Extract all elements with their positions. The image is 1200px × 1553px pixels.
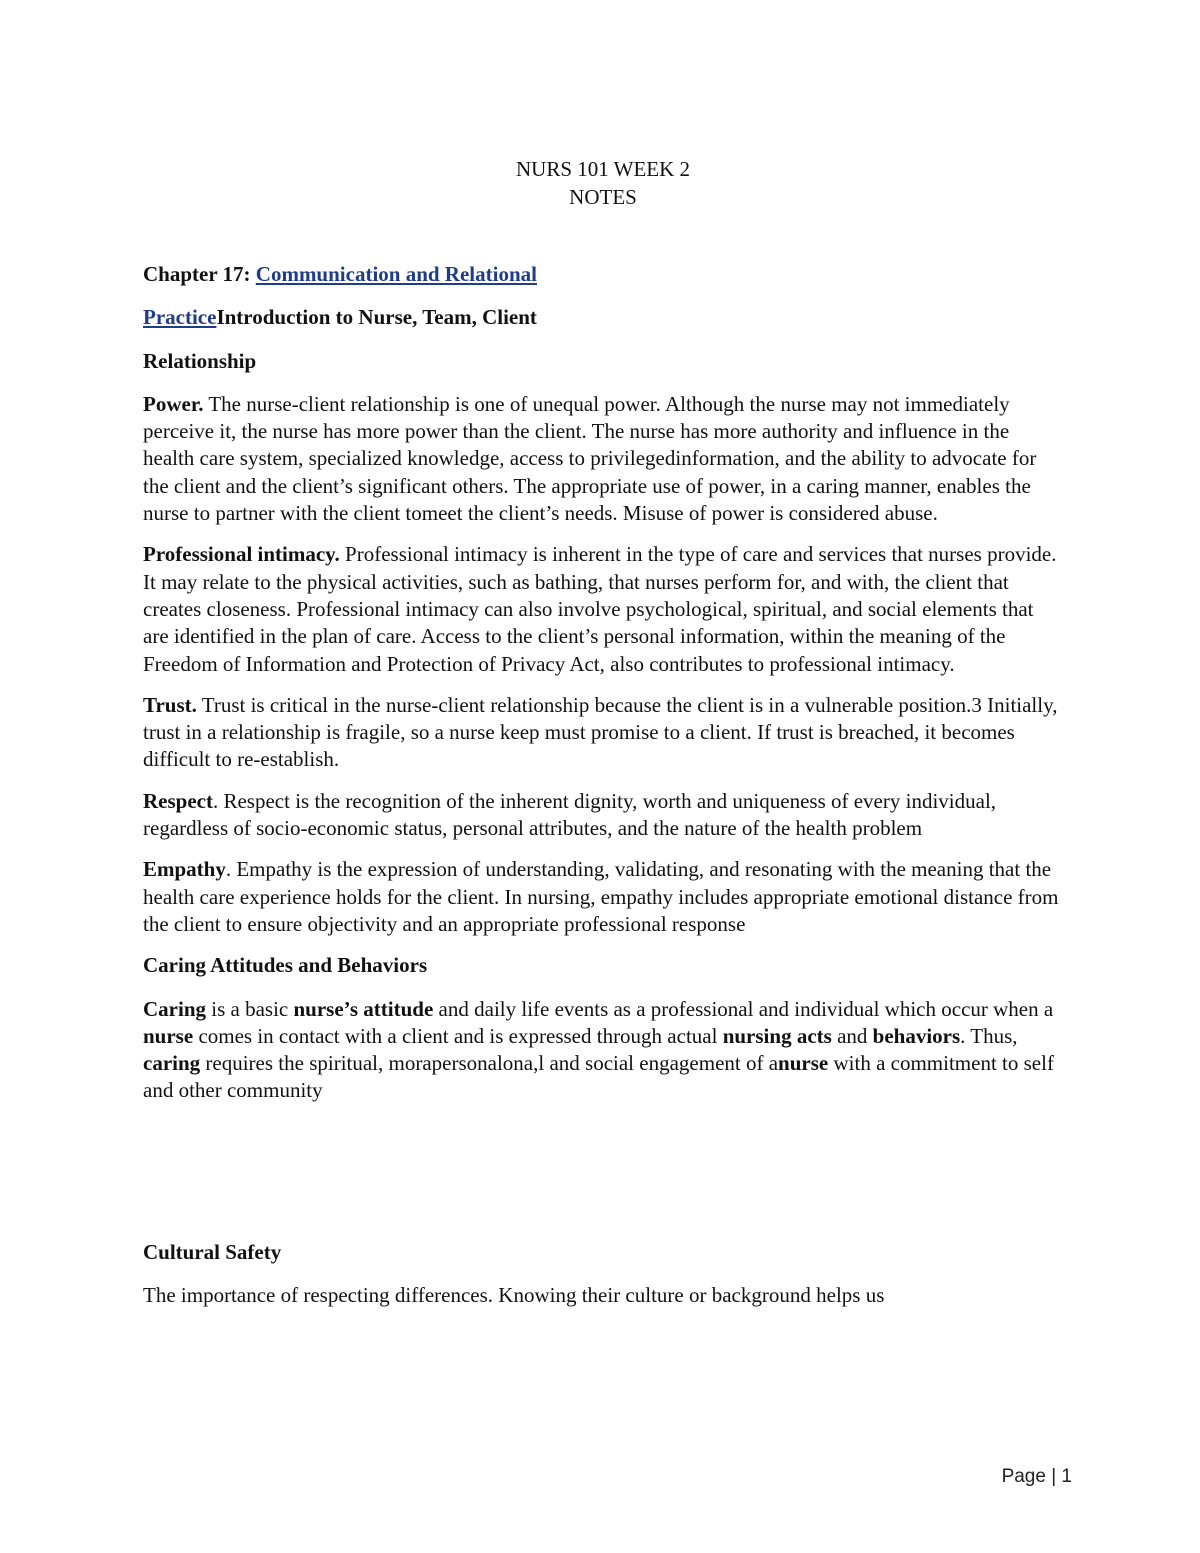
caring-text-2: and daily life events as a professional and individual which occur when a [433,996,1054,1021]
caring-text-1: is a basic [206,996,294,1021]
respect-text: . Respect is the recognition of the inherent dignity, worth and uniqueness of every individual, regardless of socio-economic status, personal attributes, and the nature of the health problem [143,788,997,841]
chapter-label: Chapter 17: [143,262,256,286]
cultural-safety-paragraph: The importance of respecting differences. Knowing their culture or background helps us [143,1283,885,1308]
caring-text-4: and [831,1023,873,1048]
caring-text-7: with a commitment to self and other community [143,1051,1054,1103]
trust-term: Trust. [143,692,197,717]
caring-term-5: behaviors [872,1023,961,1048]
cultural-safety-heading: Cultural Safety [143,1239,282,1264]
power-paragraph [143,391,1063,527]
intimacy-term: Professional intimacy. [143,542,340,567]
intimacy-paragraph [143,541,1063,677]
trust-paragraph [143,692,1063,774]
empathy-text: . Empathy is the expression of understanding, validating, and resonating with the meaning that the health care experience holds for the client. In nursing, empathy includes appropriate emotional distance from the client to ensure objectivity and an appropriate professional response [143,857,1059,936]
caring-term-1: Caring [143,996,206,1021]
chapter-link-part-1[interactable]: Communication and Relational [255,262,537,286]
chapter-rest: Introduction to Nurse, Team, Client [216,305,537,330]
empathy-paragraph [143,856,1063,938]
caring-term-4: nursing acts [722,1023,832,1048]
empathy-term: Empathy [143,857,226,882]
relationship-heading: Relationship [143,348,257,373]
chapter-heading [143,261,1063,288]
chapter-subheading [143,304,1063,331]
respect-term: Respect [143,788,213,813]
respect-paragraph [143,788,1063,843]
caring-term-7: nurse [778,1051,829,1076]
title-line-2: NOTES [569,185,637,209]
caring-text-6: requires the spiritual, morapersonalona,l and social engagement of a [200,1051,779,1076]
caring-paragraph [143,996,1063,1105]
document-title [143,155,1063,211]
page-number-footer: Page | 1 [1001,1466,1072,1487]
title-line-1: NURS 101 WEEK 2 [515,157,691,181]
power-text: The nurse-client relationship is one of unequal power. Although the nurse may not immediately perceive it, the nurse has more power than the client. The nurse has more authority and influence in the health care system, specialized knowledge, access to privilegedinformation, and the ability to advocate for the client and the client’s significant others. The appropriate use of power, in a caring manner, enables the nurse to partner with the client tomeet the client’s needs. Misuse of power is considered abuse. [143,391,1037,526]
caring-heading: Caring Attitudes and Behaviors [143,953,428,978]
page-content [143,155,1063,1309]
caring-term-2: nurse’s attitude [293,996,434,1021]
caring-term-6: caring [143,1051,201,1076]
trust-text: Trust is critical in the nurse-client relationship because the client is in a vulnerable position.3 Initially, trust in a relationship is fragile, so a nurse keep must promise to a client. If trust is breached, it becomes difficult to re-establish. [143,692,1058,772]
caring-text-3: comes in contact with a client and is expressed through actual [193,1023,723,1048]
chapter-link-part-2[interactable]: Practice [143,305,217,330]
caring-text-5: . Thus, [960,1023,1018,1048]
power-term: Power. [143,391,204,416]
intimacy-text: Professional intimacy is inherent in the type of care and services that nurses provide. It may relate to the physical activities, such as bathing, that nurses perform for, and with, the client that creates closeness. Professional intimacy can also involve psychological, spiritual, and social elements that are identified in the plan of care. Access to the client’s personal information, within the meaning of the Freedom of Information and Protection of Privacy Act, also contributes to professional intimacy. [143,542,1057,676]
caring-term-3: nurse [143,1023,194,1048]
